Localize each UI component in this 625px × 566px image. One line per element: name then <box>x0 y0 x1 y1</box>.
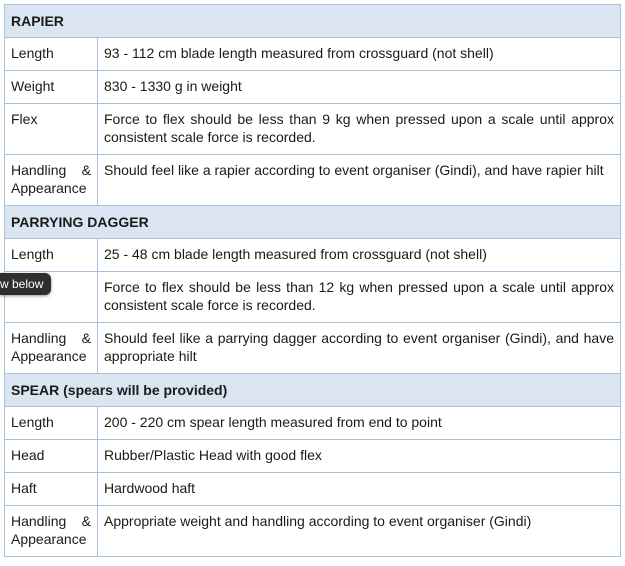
row-value: 25 - 48 cm blade length measured from crossguard (not shell) <box>98 239 621 272</box>
row-label: Handling & Appearance <box>5 155 98 206</box>
table-row <box>5 407 621 440</box>
section-header-spear <box>5 374 621 407</box>
row-label: Length <box>5 239 98 272</box>
row-label: Weight <box>5 71 98 104</box>
section-header-parrying-dagger <box>5 206 621 239</box>
table-row <box>5 323 621 374</box>
table-row <box>5 473 621 506</box>
row-label: Haft <box>5 473 98 506</box>
table-row <box>5 239 621 272</box>
row-label: Length <box>5 38 98 71</box>
row-label: Handling & Appearance <box>5 323 98 374</box>
row-value: Appropriate weight and handling according to event organiser (Gindi) <box>98 506 621 557</box>
section-title: PARRYING DAGGER <box>5 206 621 239</box>
table-row <box>5 272 621 323</box>
section-title: SPEAR (spears will be provided) <box>5 374 621 407</box>
section-title: RAPIER <box>5 5 621 38</box>
weapon-spec-table <box>4 4 621 557</box>
section-header-rapier <box>5 5 621 38</box>
row-label: Flex <box>5 104 98 155</box>
row-value: Rubber/Plastic Head with good flex <box>98 440 621 473</box>
row-value: 93 - 112 cm blade length measured from crossguard (not shell) <box>98 38 621 71</box>
table-row <box>5 104 621 155</box>
row-label: Head <box>5 440 98 473</box>
row-label: Handling & Appearance <box>5 506 98 557</box>
row-value: 200 - 220 cm spear length measured from end to point <box>98 407 621 440</box>
row-value: Should feel like a rapier according to event organiser (Gindi), and have rapier hilt <box>98 155 621 206</box>
table-row <box>5 155 621 206</box>
table-row <box>5 38 621 71</box>
table-row <box>5 506 621 557</box>
tooltip-popup: w below <box>0 273 51 295</box>
table-row <box>5 71 621 104</box>
row-value: Should feel like a parrying dagger according to event organiser (Gindi), and have appropriate hilt <box>98 323 621 374</box>
row-label: Length <box>5 407 98 440</box>
table-row <box>5 440 621 473</box>
row-value: Force to flex should be less than 9 kg when pressed upon a scale until approx consistent scale force is recorded. <box>98 104 621 155</box>
row-value: Hardwood haft <box>98 473 621 506</box>
row-value: Force to flex should be less than 12 kg when pressed upon a scale until approx consistent scale force is recorded. <box>98 272 621 323</box>
row-value: 830 - 1330 g in weight <box>98 71 621 104</box>
